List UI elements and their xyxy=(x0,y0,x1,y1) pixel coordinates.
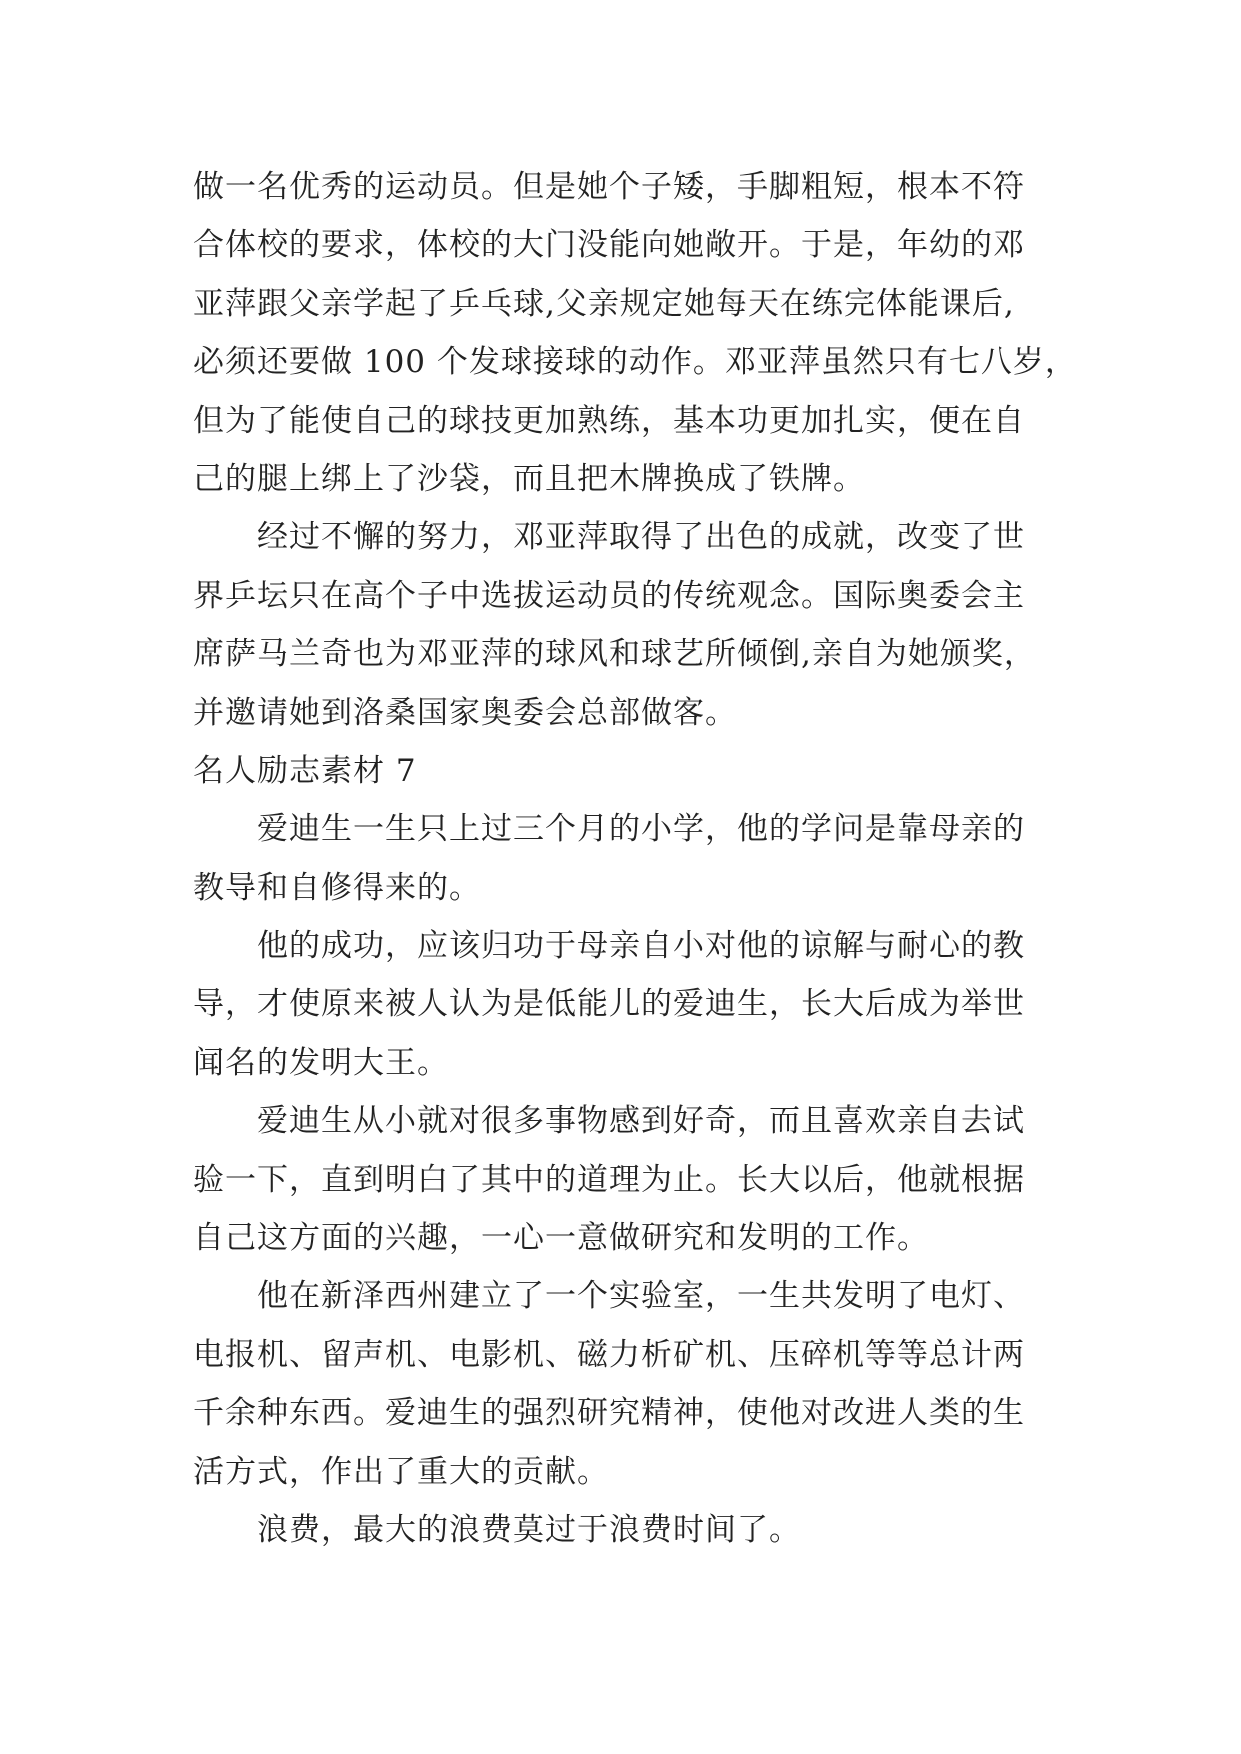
paragraph-start-line: 浪费，最大的浪费莫过于浪费时间了。 xyxy=(257,1511,801,1548)
text-line: 活方式，作出了重大的贡献。 xyxy=(193,1453,609,1490)
section-heading: 名人励志素材 7 xyxy=(193,752,417,789)
text-line: 验一下，直到明白了其中的道理为止。长大以后，他就根据 xyxy=(193,1161,1025,1198)
text-line: 闻名的发明大王。 xyxy=(193,1044,449,1081)
text-line: 合体校的要求，体校的大门没能向她敞开。于是，年幼的邓 xyxy=(193,227,1025,264)
text-line: 自己这方面的兴趣，一心一意做研究和发明的工作。 xyxy=(193,1220,929,1257)
text-line: 教导和自修得来的。 xyxy=(193,869,481,906)
text-line: 席萨马兰奇也为邓亚萍的球风和球艺所倾倒,亲自为她颁奖， xyxy=(193,636,1036,673)
document-body xyxy=(193,158,1077,1559)
text-line: 千余种东西。爱迪生的强烈研究精神，使他对改进人类的生 xyxy=(193,1395,1025,1432)
paragraph-start-line: 他在新泽西州建立了一个实验室，一生共发明了电灯、 xyxy=(257,1278,1025,1315)
paragraph-start-line: 爱迪生从小就对很多事物感到好奇，而且喜欢亲自去试 xyxy=(257,1103,1025,1140)
paragraph-start-line: 经过不懈的努力，邓亚萍取得了出色的成就，改变了世 xyxy=(257,519,1025,556)
text-line: 做一名优秀的运动员。但是她个子矮，手脚粗短，根本不符 xyxy=(193,169,1025,205)
paragraph-start-line: 他的成功，应该归功于母亲自小对他的谅解与耐心的教 xyxy=(257,928,1025,965)
text-line: 导，才使原来被人认为是低能儿的爱迪生，长大后成为举世 xyxy=(193,986,1025,1023)
text-line: 必须还要做 100 个发球接球的动作。邓亚萍虽然只有七八岁， xyxy=(193,344,1077,381)
text-line: 亚萍跟父亲学起了乒乓球,父亲规定她每天在练完体能课后, xyxy=(193,285,1015,322)
text-line: 电报机、留声机、电影机、磁力析矿机、压碎机等等总计两 xyxy=(193,1336,1025,1373)
text-line: 但为了能使自己的球技更加熟练，基本功更加扎实，便在自 xyxy=(193,402,1025,439)
text-line: 己的腿上绑上了沙袋，而且把木牌换成了铁牌。 xyxy=(193,460,865,497)
text-line: 并邀请她到洛桑国家奥委会总部做客。 xyxy=(193,694,737,731)
paragraph-start-line: 爱迪生一生只上过三个月的小学，他的学问是靠母亲的 xyxy=(257,811,1025,848)
text-line: 界乒坛只在高个子中选拔运动员的传统观念。国际奥委会主 xyxy=(193,577,1025,614)
